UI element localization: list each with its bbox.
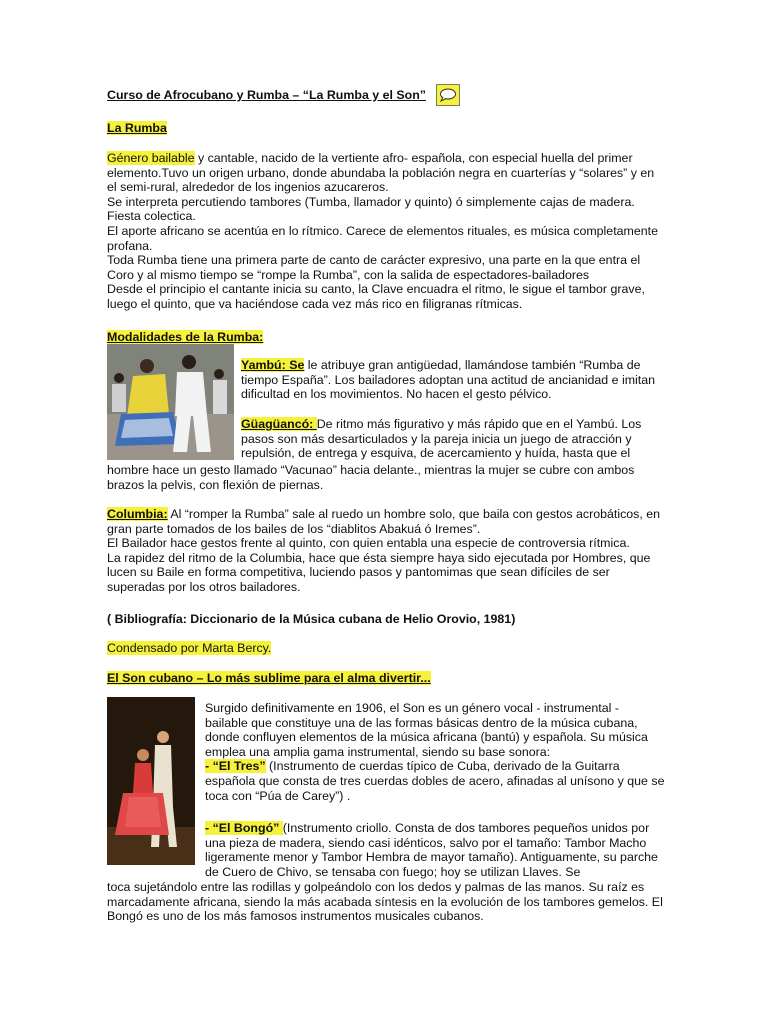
intro-paragraph-5: Desde el principio el cantante inicia su canto, la Clave encuadra el ritmo, le sigue el tambor grave, luego el quinto, que va haciéndose cada vez más rico en filigranas rítmicas. bbox=[107, 282, 645, 311]
intro-text-1: y cantable, nacido de la vertiente afro- española, con especial huella del primer elemento.Tuvo un origen urbano, donde abundaba la población negra en cuarterías y “solares” y en el semi-rural, alrededor de los ingenios azucareros. bbox=[107, 151, 655, 195]
guaguanco-block bbox=[241, 417, 666, 461]
document-title: Curso de Afrocubano y Rumba – “La Rumba y el Son” bbox=[107, 87, 426, 102]
guaguanco-label: Güagüancó: bbox=[241, 417, 317, 431]
genero-bailable-highlight: Género bailable bbox=[107, 151, 195, 165]
columbia-label: Columbia: bbox=[107, 507, 168, 521]
yambu-block bbox=[241, 358, 666, 402]
intro-paragraph-1 bbox=[107, 151, 663, 195]
rumba-dancers-photo bbox=[107, 344, 234, 460]
guaguanco-paragraph bbox=[241, 417, 666, 461]
columbia-paragraph bbox=[107, 507, 663, 536]
tres-text: (Instrumento de cuerdas típico de Cuba, derivado de la Guitarra española que consta de tres cuerdas dobles de acero, afinadas al unísono y que se toca con “Púa de Carey”) . bbox=[205, 759, 665, 803]
bibliografia-rest: : Diccionario de la Música cubana de Helio Orovio, 1981) bbox=[182, 612, 516, 626]
rumba-heading: La Rumba bbox=[107, 121, 167, 135]
guaguanco-text-b: hombre hace un gesto llamado “Vacunao” hacia delante., mientras la mujer se cubre con ambos brazos la pelvis, con flexión de piernas. bbox=[107, 463, 635, 492]
condensado-text: Condensado por Marta Bercy. bbox=[107, 641, 272, 655]
son-heading: El Son cubano – Lo más sublime para el alma divertir... bbox=[107, 671, 431, 685]
guaguanco-text-a: De ritmo más figurativo y más rápido que en el Yambú. Los pasos son más desarticulados y la pareja inicia un juego de atracción y repulsión, de entrega y esquiva, de acercamiento y huída, hasta que el bbox=[241, 417, 642, 461]
bongo-continued bbox=[107, 880, 663, 924]
comment-bubble-icon[interactable] bbox=[436, 84, 460, 106]
tres-label: - “El Tres” bbox=[205, 759, 266, 774]
bongo-block bbox=[205, 821, 665, 879]
intro-paragraph-3: El aporte africano se acentúa en lo rítmico. Carece de elementos rituales, es música completamente profana. bbox=[107, 223, 658, 253]
modalidades-heading: Modalidades de la Rumba: bbox=[107, 330, 264, 344]
yambu-paragraph bbox=[241, 358, 666, 402]
columbia-paragraph-2: El Bailador hace gestos frente al quinto, con quien entabla una especie de controversia rítmica. bbox=[107, 536, 630, 551]
guaguanco-continued bbox=[107, 463, 663, 492]
rumba-heading-wrap bbox=[107, 121, 663, 136]
yambu-label: Yambú: Se bbox=[241, 358, 305, 372]
intro-paragraph-4: Toda Rumba tiene una primera parte de canto de carácter expresivo, una parte en la que entra el Coro y al mismo tiempo se “rompe la Rumba”, con la salida de espectadores-bailadores bbox=[107, 253, 641, 282]
bibliografia-line bbox=[107, 612, 663, 627]
son-paragraph-1: Surgido definitivamente en 1906, el Son es un género vocal - instrumental - bailable que constituye una de las formas básicas dentro de la música cubana, donde confluyen elementos de la música africana (bantú) y española. Su música emplea una amplia gama instrumental, siendo su base sonora: bbox=[205, 701, 648, 759]
columbia-paragraph-3: La rapidez del ritmo de la Columbia, hace que ésta siempre haya sido ejecutada por Hombres, que lucen su Baile en forma competitiva, luciendo pasos y pantomimas que sean difíciles de ser superadas por los otros bailadores. bbox=[107, 550, 651, 594]
intro-paragraph-2: Se interpreta percutiendo tambores (Tumba, llamador y quinto) ó simplemente cajas de madera. Fiesta colectica. bbox=[107, 194, 635, 224]
condensado-line bbox=[107, 641, 663, 656]
rumba-intro bbox=[107, 151, 663, 312]
bibliografia-paragraph bbox=[107, 612, 663, 627]
son-intro-block bbox=[205, 701, 665, 803]
tres-paragraph bbox=[205, 759, 665, 803]
son-heading-wrap bbox=[107, 671, 663, 686]
son-dancers-photo bbox=[107, 697, 195, 865]
bibliografia-open: ( Bibliografía bbox=[107, 612, 183, 626]
title-row bbox=[107, 84, 460, 106]
columbia-text: Al “romper la Rumba” sale al ruedo un hombre solo, que baila con gestos acrobáticos, en gran parte tomados de los bailes de los “diablitos Abakuá ó Iremes”. bbox=[107, 507, 661, 536]
columbia-block bbox=[107, 507, 663, 595]
bongo-label: - “El Bongó” bbox=[205, 821, 283, 835]
bongo-text-b: toca sujetándolo entre las rodillas y golpeándolo con los dedos y palmas de las manos. Su raíz es marcadamente africana, siendo la más acabada síntesis en la evolución de los tambores gemelos. El Bongó es uno de los más famosos instrumentos musicales cubanos. bbox=[107, 880, 663, 924]
bongo-paragraph bbox=[205, 821, 665, 879]
yambu-text: le atribuye gran antigüedad, llamándose también “Rumba de tiempo España”. Los bailadores adoptan una actitud de ancianidad e imitan dificultad en los movimientos. No hacen el gesto pélvico. bbox=[241, 358, 655, 402]
modalidades-heading-wrap bbox=[107, 330, 663, 345]
bongo-text-a: (Instrumento criollo. Consta de dos tambores pequeños unidos por una pieza de madera, siendo casi idénticos, salvo por el tamaño: Tambor Macho ligeramente menor y Tambor Hembra de mayor tamaño). Antiguamente, su parche de Cuero de Chivo, se tensaba con fuego; hoy se utilizan Llaves. Se bbox=[205, 821, 658, 879]
